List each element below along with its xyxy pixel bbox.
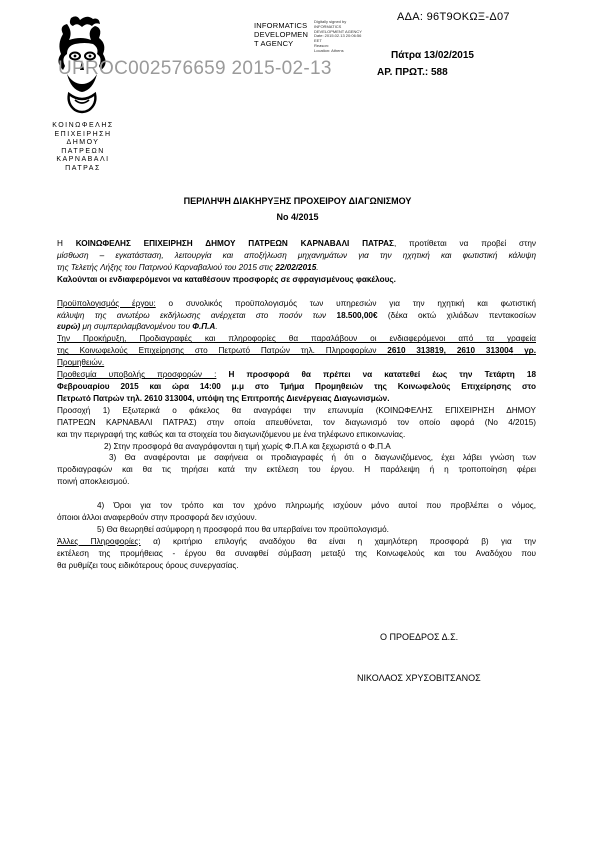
text-span: ο συνολικός προϋπολογισμός των υπηρεσιών για την ηχητική και φωτιστική [155, 298, 536, 308]
protocol-stamp: UPROC002576659 2015-02-13 [58, 58, 332, 79]
signature-detail-line: Reason: [314, 42, 329, 48]
budget-line [57, 310, 536, 322]
text-span: Η προσφορά θα πρέπει να κατατεθεί έως την Τετάρτη 18 [216, 370, 536, 380]
other-info-line [57, 536, 536, 548]
document-body [57, 238, 536, 572]
document-subtitle: Νο 4/2015 [276, 212, 319, 222]
signature-detail-line: Date: 2015.02.13 20:06:56 [314, 33, 362, 39]
text-span: , προτίθεται να προβεί στην [393, 239, 536, 248]
other-info-line: θα ρυθμίζει τους ειδικότερους όρους συνεργασίας. [57, 560, 239, 570]
organization-line: ΚΟΙΝΩΦΕΛΗΣ [52, 122, 114, 129]
organization-line: ΕΠΙΧΕΙΡΗΣΗ [54, 130, 112, 138]
protocol-number: ΑΡ. ΠΡΩΤ.: 588 [377, 67, 448, 78]
deadline-line: Φεβρουαρίου 2015 και ώρα 14:00 μ.μ στο Τμήμα Προμηθειών της Κοινωφελούς Επιχείρησης στο [57, 381, 536, 391]
attention-line: Προσοχή 1) Εξωτερικά ο φάκελος θα αναγράφει την επωνυμία (ΚΟΙΝΩΦΕΛΗΣ ΕΠΙΧΕΙΡΗΣΗ ΔΗΜΟΥ [57, 405, 536, 415]
document-title: ΠΕΡΙΛΗΨΗ ΔΙΑΚΗΡΥΞΗΣ ΠΡΟΧΕΙΡΟΥ ΔΙΑΓΩΝΙΣΜΟΥ [183, 196, 412, 206]
president-title: Ο ΠΡΟΕΔΡΟΣ Δ.Σ. [380, 632, 459, 642]
signature-detail-line: EET [314, 38, 322, 44]
text-span: μη συμπεριλαμβανομένου του [80, 322, 193, 332]
text-span: . [316, 262, 319, 272]
other-info-label: Άλλες Πληροφορίες: [57, 536, 141, 546]
paragraph-intro-line: μίσθωση – εγκατάσταση, λειτουργία και αποξήλωση μηχανημάτων για την ηχητική και φωτιστική κάλυψη [57, 250, 536, 260]
paragraph-intro-line [57, 238, 536, 250]
organization-line: ΠΑΤΡΑΣ [65, 164, 101, 172]
text-span: Η [57, 239, 76, 248]
text-span: της Τελετής Λήξης του Πατρινού Καρναβαλιού του 2015 στις [57, 262, 276, 272]
deadline-label: Προθεσμία υποβολής προσφορών : [57, 370, 217, 380]
organization-bold: ΚΟΙΝΩΦΕΛΗΣ ΕΠΙΧΕΙΡΗΣΗ ΔΗΜΟΥ ΠΑΤΡΕΩΝ ΚΑΡΝΑΒΑΛΙ ΠΑΤΡΑΣ [75, 239, 394, 248]
deadline-line [57, 369, 536, 381]
info-line [57, 345, 536, 357]
text-span: γρ. [513, 346, 536, 356]
organization-line: ΔΗΜΟΥ [66, 139, 100, 147]
president-name: ΝΙΚΟΛΑΟΣ ΧΡΥΣΟΒΙΤΣΑΝΟΣ [357, 673, 481, 683]
info-line: Προμηθειών. [57, 358, 105, 368]
organization-name [48, 122, 118, 174]
signature-detail-line: Location: Athens [314, 47, 344, 53]
budget-amount: 18.500,00€ [336, 310, 378, 320]
text-span: . [215, 322, 218, 332]
condition-budget: 5) Θα θεωρηθεί ασύμφορη η προσφορά που θα υπερβαίνει τον προϋπολογισμό. [97, 524, 389, 534]
signature-name-line: DEVELOPMEN [254, 30, 309, 39]
call-for-offers: Καλούνται οι ενδιαφερόμενοι να καταθέσουν προσφορές σε σφραγισμένους φακέλους. [57, 274, 396, 284]
budget-label: Προϋπολογισμός έργου: [57, 298, 156, 308]
text-span: της Κοινωφελούς Επιχείρησης στο Πετρωτό Πατρών τηλ. Πληροφορίων [57, 346, 388, 356]
condition-specs-line: 3) Θα αναφέρονται με σαφήνεια οι προδιαγραφές ή ότι ο διαγωνιζόμενος, έχει λάβει γνώση των [109, 453, 536, 463]
condition-payment-line: όποιοι άλλοι αναφερθούν στην προσφορά δεν ισχύουν. [57, 513, 257, 523]
vat-label: Φ.Π.Α [192, 322, 216, 332]
condition-vat: 2) Στην προσφορά θα αναγράφονται η τιμή χωρίς Φ.Π.Α και ξεχωριστά ο Φ.Π.Α [104, 441, 391, 451]
signature-name-line: INFORMATICS [254, 21, 308, 30]
signature-name-line: T AGENCY [254, 39, 294, 48]
phone-numbers: 2610 313819, 2610 313004 [387, 346, 514, 356]
budget-line [57, 298, 536, 310]
digital-signature-name [254, 21, 314, 48]
text-span: (δέκα οκτώ χιλιάδων πεντακοσίων [377, 310, 536, 320]
condition-specs-line: ποινή αποκλεισμού. [57, 477, 130, 487]
place-date: Πάτρα 13/02/2015 [391, 50, 474, 61]
organization-line: ΠΑΤΡΕΩΝ [61, 147, 105, 155]
signature-detail-line: DEVELOPMENT AGENCY [314, 28, 362, 34]
signature-detail-line: Digitally signed by [314, 19, 347, 24]
condition-specs-line: προδιαγραφών και θα τις τηρήσει κατά την εκτέλεση του έργου. Η παράλειψη ή η τροποποίηση φέρει [57, 465, 536, 475]
budget-line [57, 321, 536, 333]
signature-detail-line: INFORMATICS [314, 23, 342, 29]
info-line: Την Προκήρυξη, Προδιαγραφές και πληροφορίες θα παραλάβουν οι ενδιαφερόμενοι από τα γραφεία [57, 334, 536, 344]
ada-code: ΑΔΑ: 96Τ9ΟΚΩΞ-Δ07 [397, 11, 510, 23]
deadline-line: Πετρωτό Πατρών τηλ. 2610 313004, υπόψη της Επιτροπής Διενέργειας Διαγωνισμών. [57, 393, 390, 403]
paragraph-intro-line [57, 262, 536, 274]
organization-line: ΚΑΡΝΑΒΑΛΙ [56, 156, 110, 164]
text-span: α) κριτήριο επιλογής αναδόχου θα είναι η χαμηλότερη προσφορά β) για την [140, 536, 536, 546]
event-date: 22/02/2015 [275, 262, 317, 272]
other-info-line: εκτέλεση της προμήθειας - έργου θα συναφθεί σύμβαση μεταξύ της Κοινωφελούς και του Αναδόχου που [57, 548, 536, 558]
condition-payment-line: 4) Όροι για τον τρόπο και τον χρόνο πληρωμής ισχύουν μόνο αυτοί που προβλέπει ο νόμος, [97, 501, 536, 511]
digital-signature-details [314, 20, 394, 54]
text-span: ευρώ) [57, 322, 81, 332]
attention-line: και την περιγραφή της καθώς και τα στοιχεία του διαγωνιζόμενου με ένα τηλέφωνο επικοινωνίας. [57, 429, 406, 439]
attention-line: ΠΑΤΡΕΩΝ ΚΑΡΝΑΒΑΛΙ ΠΑΤΡΑΣ) στην οποία απευθύνεται, τον διαγωνισμό τον οποίο αφορά (Νο 4/2015) [57, 417, 536, 427]
text-span: κάλυψη της ανωτέρω εκδήλωσης ανέρχεται στο ποσόν των [57, 310, 337, 320]
